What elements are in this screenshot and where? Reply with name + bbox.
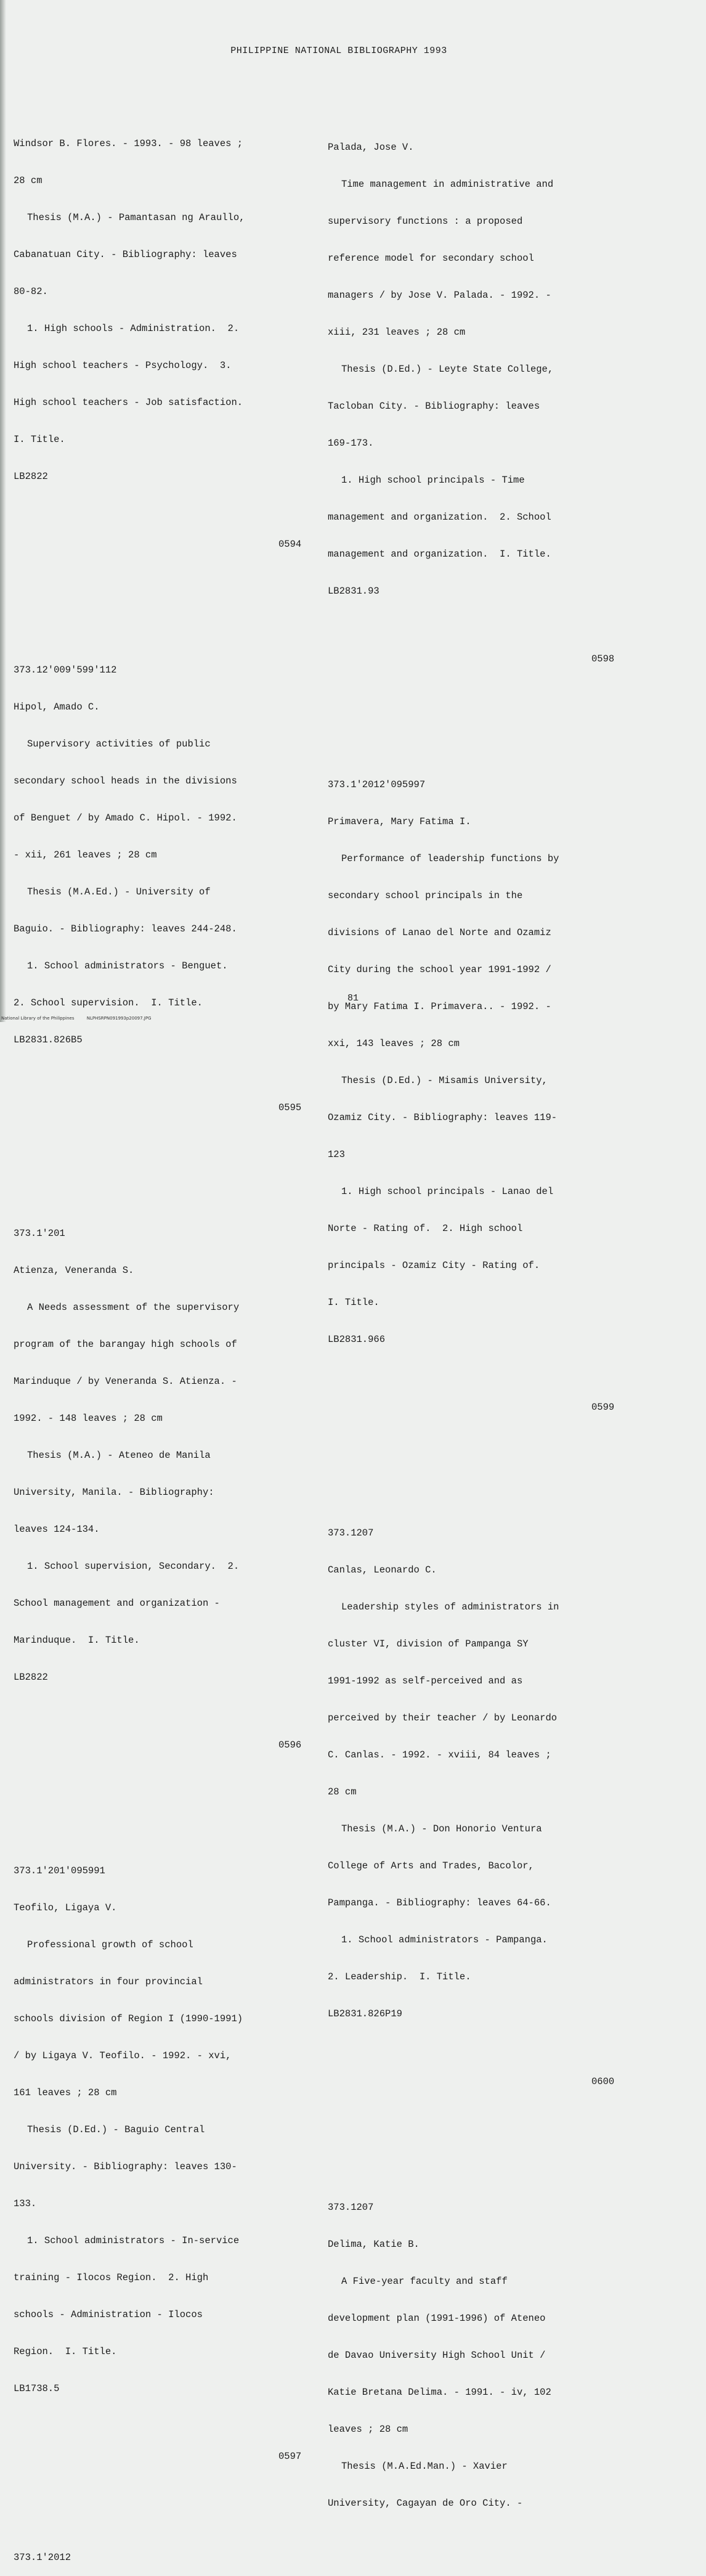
entry-line: managers / by Jose V. Palada. - 1992. -	[328, 290, 551, 301]
entry-line: 1. School administrators - In-service	[27, 2235, 240, 2246]
entry-line: Region. I. Title.	[14, 2346, 117, 2357]
entry-line: City during the school year 1991-1992 /	[328, 964, 551, 975]
entry-number: 0600	[591, 2076, 615, 2087]
author: Primavera, Mary Fatima I.	[328, 816, 471, 827]
entry-number: 0594	[278, 539, 302, 550]
entry-number: 0595	[278, 1102, 302, 1113]
call-number: LB2831.826B5	[14, 1034, 83, 1045]
author: Hipol, Amado C.	[14, 701, 100, 713]
entry-line: C. Canlas. - 1992. - xviii, 84 leaves ;	[328, 1749, 551, 1760]
entry-line: secondary school principals in the	[328, 890, 523, 901]
entry-number: 0598	[591, 653, 615, 664]
entry-line: Thesis (M.A.Ed.Man.) - Xavier	[341, 2461, 508, 2472]
entry-line: secondary school heads in the divisions	[14, 775, 237, 787]
entry-line: Performance of leadership functions by	[341, 853, 559, 864]
entry-line: Pampanga. - Bibliography: leaves 64-66.	[328, 1897, 551, 1908]
class-number: 373.1'2012'095997	[328, 779, 426, 790]
entry-line: xxi, 143 leaves ; 28 cm	[328, 1038, 460, 1049]
entry-line: High school teachers - Job satisfaction.	[14, 397, 243, 408]
entry-line: - xii, 261 leaves ; 28 cm	[14, 849, 157, 861]
entry-line: Katie Bretana Delima. - 1991. - iv, 102	[328, 2387, 551, 2398]
entry-line: Marinduque / by Veneranda S. Atienza. -	[14, 1376, 237, 1387]
entry-line: Windsor B. Flores. - 1993. - 98 leaves ;	[14, 138, 243, 149]
entry-line: College of Arts and Trades, Bacolor,	[328, 1860, 534, 1871]
entry-line: 169-173.	[328, 438, 374, 449]
entry-line: management and organization. 2. School	[328, 512, 551, 523]
entry-line: by Mary Fatima I. Primavera.. - 1992. -	[328, 1001, 551, 1012]
call-number: LB2831.966	[328, 1334, 386, 1345]
entry-line: University. - Bibliography: leaves 130-	[14, 2161, 237, 2172]
entry-line: principals - Ozamiz City - Rating of.	[328, 1260, 540, 1271]
call-number: LB1738.5	[14, 2383, 60, 2394]
entry-line: University, Manila. - Bibliography:	[14, 1487, 214, 1498]
entry-line: divisions of Lanao del Norte and Ozamiz	[328, 927, 551, 938]
entry-line: schools - Administration - Ilocos	[14, 2309, 203, 2320]
bib-entry-0599	[328, 754, 630, 1438]
entry-line: A Five-year faculty and staff	[341, 2276, 508, 2287]
entry-line: High school teachers - Psychology. 3.	[14, 360, 232, 371]
left-column	[14, 88, 315, 2576]
entry-line: Thesis (M.A.) - Ateneo de Manila	[27, 1450, 211, 1461]
entry-line: 161 leaves ; 28 cm	[14, 2087, 117, 2098]
entry-line: perceived by their teacher / by Leonardo	[328, 1712, 558, 1723]
entry-line: 2. School supervision. I. Title.	[14, 997, 203, 1008]
entry-line: Thesis (D.Ed.) - Misamis University,	[341, 1075, 548, 1086]
entry-line: reference model for secondary school	[328, 253, 534, 264]
entry-line: Thesis (M.A.) - Pamantasan ng Araullo,	[27, 212, 245, 223]
entry-line: 1. High school principals - Lanao del	[341, 1186, 554, 1197]
entry-line: cluster VI, division of Pampanga SY	[328, 1638, 529, 1650]
entry-line: 28 cm	[14, 175, 43, 186]
running-title: PHILIPPINE NATIONAL BIBLIOGRAPHY 1993	[230, 46, 447, 56]
entry-line: 1. School supervision, Secondary. 2.	[27, 1561, 240, 1572]
entry-line: I. Title.	[14, 434, 65, 445]
author: Canlas, Leonardo C.	[328, 1564, 437, 1576]
entry-line: I. Title.	[328, 1297, 379, 1308]
bib-entry-0597	[14, 1840, 315, 2487]
entry-line: management and organization. I. Title.	[328, 549, 551, 560]
scan-footer	[1, 1016, 163, 1021]
author: Atienza, Veneranda S.	[14, 1265, 134, 1276]
entry-line: schools division of Region I (1990-1991)	[14, 2013, 243, 2024]
class-number: 373.12'009'599'112	[14, 664, 117, 676]
entry-line: Thesis (D.Ed.) - Baguio Central	[27, 2124, 205, 2135]
class-number: 373.1207	[328, 2202, 374, 2213]
entry-line: Thesis (M.A.) - Don Honorio Ventura	[341, 1823, 542, 1834]
entry-line: School management and organization -	[14, 1598, 220, 1609]
entry-line: 1. School administrators - Pampanga.	[341, 1934, 548, 1945]
bib-entry-0595	[14, 639, 315, 1139]
entry-number: 0599	[591, 1402, 615, 1413]
entry-line: 80-82.	[14, 286, 48, 297]
entry-line: 1. High schools - Administration. 2.	[27, 323, 240, 334]
entry-line: 133.	[14, 2198, 37, 2209]
entry-line: 1. School administrators - Benguet.	[27, 960, 228, 971]
entry-line: 1991-1992 as self-perceived and as	[328, 1675, 523, 1687]
bib-entry-0600	[328, 1502, 630, 2112]
entry-line: 2. Leadership. I. Title.	[328, 1971, 471, 1982]
entry-line: 123	[328, 1149, 345, 1160]
entry-line: leaves ; 28 cm	[328, 2424, 408, 2435]
entry-line: A Needs assessment of the supervisory	[27, 1302, 240, 1313]
author: Palada, Jose V.	[328, 142, 414, 153]
call-number: LB2831.826P19	[328, 2008, 402, 2019]
entry-line: 28 cm	[328, 1786, 357, 1797]
entry-line: Tacloban City. - Bibliography: leaves	[328, 401, 540, 412]
entry-line: Professional growth of school	[27, 1939, 193, 1950]
page-number: 81	[347, 993, 359, 1004]
entry-line: supervisory functions : a proposed	[328, 216, 523, 227]
entry-line: Leadership styles of administrators in	[341, 1601, 559, 1613]
right-column	[328, 92, 630, 2546]
call-number: LB2822	[14, 1672, 48, 1683]
entry-line: development plan (1991-1996) of Ateneo	[328, 2313, 546, 2324]
entry-line: University, Cagayan de Oro City. -	[328, 2498, 523, 2509]
entry-number: 0597	[278, 2451, 302, 2462]
entry-line: Thesis (M.A.Ed.) - University of	[27, 886, 211, 898]
author: Delima, Katie B.	[328, 2239, 420, 2250]
entry-number: 0596	[278, 1740, 302, 1751]
entry-line: Thesis (D.Ed.) - Leyte State College,	[341, 364, 554, 375]
entry-line: Norte - Rating of. 2. High school	[328, 1223, 523, 1234]
bib-entry-0596	[14, 1203, 315, 1776]
entry-line: / by Ligaya V. Teofilo. - 1992. - xvi,	[14, 2050, 232, 2061]
entry-line: 1992. - 148 leaves ; 28 cm	[14, 1413, 163, 1424]
class-number: 373.1'201	[14, 1228, 65, 1239]
entry-line: xiii, 231 leaves ; 28 cm	[328, 327, 466, 338]
class-number: 373.1'201'095991	[14, 1865, 105, 1876]
entry-line: Supervisory activities of public	[27, 738, 211, 750]
author: Teofilo, Ligaya V.	[14, 1902, 117, 1913]
entry-line: Baguio. - Bibliography: leaves 244-248.	[14, 923, 237, 934]
entry-line: 1. High school principals - Time	[341, 475, 525, 486]
library-credit: National Library of the Philippines	[1, 1016, 75, 1021]
entry-line: Time management in administrative and	[341, 179, 554, 190]
bib-entry-0594	[14, 113, 315, 575]
class-number: 373.1207	[328, 1527, 374, 1539]
entry-line: Ozamiz City. - Bibliography: leaves 119-	[328, 1112, 558, 1123]
entry-line: Marinduque. I. Title.	[14, 1635, 140, 1646]
entry-line: de Davao University High School Unit /	[328, 2350, 546, 2361]
page-edge-shadow	[0, 0, 6, 1022]
file-id: NLPHSRPN091993p20097.JPG	[86, 1016, 152, 1021]
entry-line: program of the barangay high schools of	[14, 1339, 237, 1350]
call-number: LB2831.93	[328, 586, 379, 597]
entry-line: administrators in four provincial	[14, 1976, 203, 1987]
entry-line: Cabanatuan City. - Bibliography: leaves	[14, 249, 237, 260]
entry-line: leaves 124-134.	[14, 1524, 100, 1535]
entry-line: of Benguet / by Amado C. Hipol. - 1992.	[14, 812, 237, 824]
entry-line: training - Ilocos Region. 2. High	[14, 2272, 209, 2283]
class-number: 373.1'2012	[14, 2552, 71, 2563]
call-number: LB2822	[14, 471, 48, 482]
bib-entry-next	[328, 2177, 630, 2534]
bib-entry-0598	[328, 117, 630, 690]
